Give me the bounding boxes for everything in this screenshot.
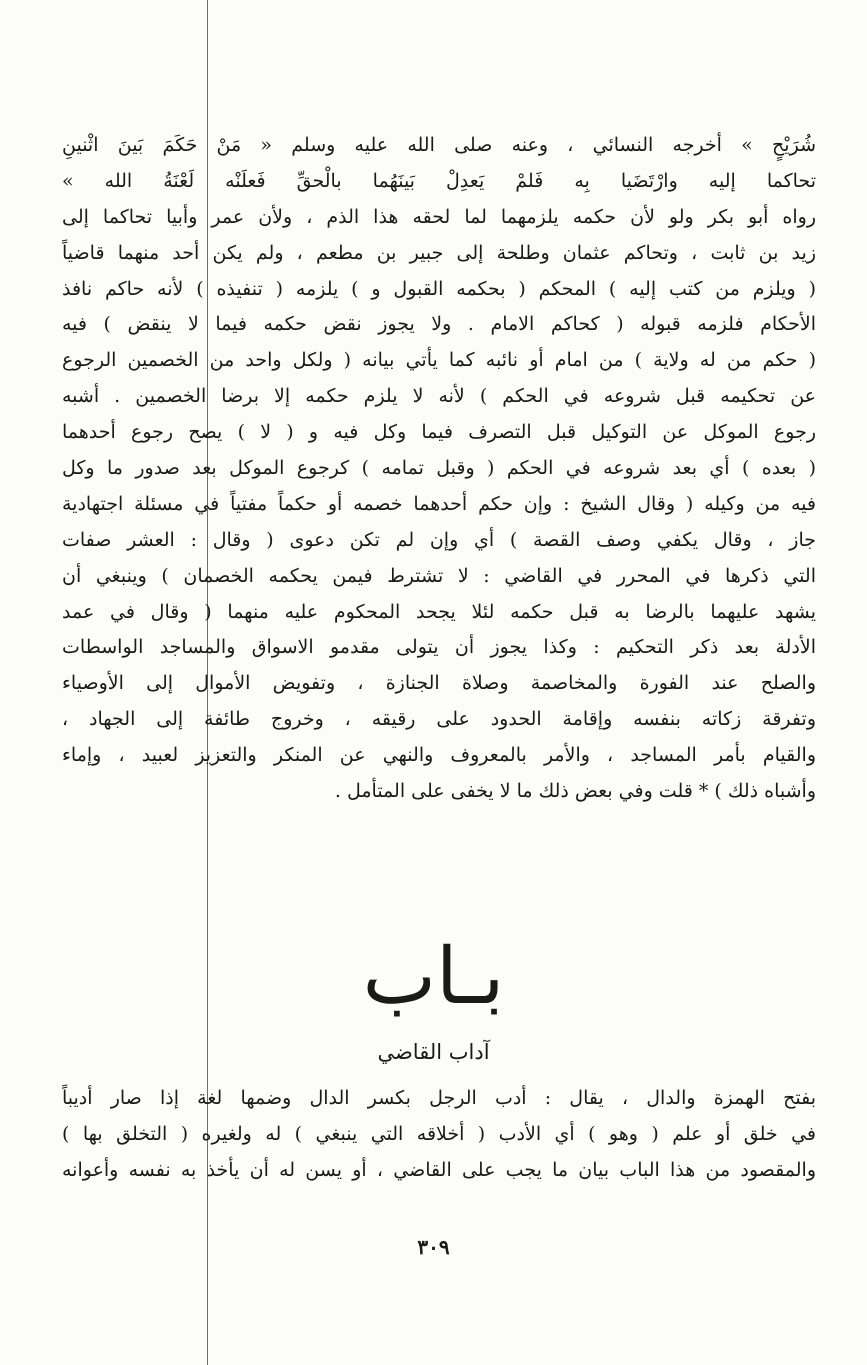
chapter-subtitle: آداب القاضي xyxy=(377,1040,490,1064)
text-line: التي ذكرها في المحرر في القاضي : لا تشترط فيمن يحكمه الخصمان ) وينبغي أن xyxy=(62,564,816,587)
text-line: ( بعده ) أي بعد شروعه في الحكم ( وقبل تمامه ) كرجوع الموكل بعد صدور ما وكل xyxy=(62,457,816,480)
text-line: عن تحكيمه قبل شروعه في الحكم ) لأنه لا يلزم حكمه إلا برضا الخصمين . أشبه xyxy=(62,385,816,408)
text-line: والمقصود من هذا الباب بيان ما يجب على القاضي ، أو يسن له أن يأخذ به نفسه وأعوانه xyxy=(62,1158,816,1181)
text-line: شُرَيْحٍ » أخرجه النسائي ، وعنه صلى الله عليه وسلم « مَنْ حَكَمَ بَينَ اثْنينِ xyxy=(62,134,816,156)
text-line: والصلح عند الفورة والمخاصمة وصلاة الجنازة ، وتفويض الأموال إلى الأوصياء xyxy=(62,672,816,695)
text-line: يشهد عليهما بالرضا به قبل حكمه لئلا يجحد المحكوم عليه منهما ( وقال في عمد xyxy=(62,600,816,623)
text-line: والقيام بأمر المساجد ، والأمر بالمعروف والنهي عن المنكر والتعزيز لعبيد ، وإماء xyxy=(62,744,816,767)
text-line: جاز ، وقال يكفي وصف القصة ) أي وإن لم تكن دعوى ( وقال : العشر صفات xyxy=(62,528,816,551)
text-line: رجوع الموكل عن التوكيل قبل التصرف فيما وكل فيه و ( لا ) يصح رجوع أحدهما xyxy=(62,421,816,444)
text-line: تحاكما إليه وارْتَضَيا بِه فَلمْ يَعدِلْ بَينَهُما بالْحقِّ فَعلَنْه لَعْنَةُ الله » xyxy=(62,169,816,192)
text-line: الأحكام فلزمه قبوله ( كحاكم الامام . ولا يجوز نقض حكمه فيما لا ينقض ) فيه xyxy=(62,313,816,336)
text-line: ( ويلزم من كتب إليه ) المحكم ( بحكمه القبول و ) يلزمه ( تنفيذه ) لأنه حاكم نافذ xyxy=(62,277,816,300)
text-line: وتفرقة زكاته بنفسه وإقامة الحدود على رقيقه ، وخروج طائفة إلى الجهاد ، xyxy=(62,708,816,731)
text-line: ( حكم من له ولاية ) من امام أو نائبه كما يأتي بيانه ( ولكل واحد من الخصمين الرجوع xyxy=(62,349,816,372)
text-line: رواه أبو بكر ولو لأن حكمه يلزمهما لما لحقه هذا الذم ، ولأن عمر وأبيا تحاكما إلى xyxy=(62,205,816,228)
text-line: زيد بن ثابت ، وتحاكم عثمان وطلحة إلى جبير بن مطعم ، ولم يكن أحد منهما قاضياً xyxy=(62,241,816,264)
text-line: بفتح الهمزة والدال ، يقال : أدب الرجل بكسر الدال وضمها لغة إذا صار أديباً xyxy=(62,1087,816,1109)
text-line: فيه من وكيله ( وقال الشيخ : وإن حكم أحدهما خصمه أو حكماً مفتياً في مسئلة اجتهادية xyxy=(62,492,816,515)
main-text-block xyxy=(62,128,816,810)
text-line: وأشباه ذلك ) * قلت وفي بعض ذلك ما لا يخفى على المتأمل . xyxy=(334,780,816,803)
chapter-title: بـاب xyxy=(362,932,505,1022)
text-line: في خلق أو علم ( وهو ) أي الأدب ( أخلاقه التي ينبغي ) له ولغيره ( التخلق بها ) xyxy=(62,1122,816,1145)
text-line: الأدلة بعد ذكر التحكيم : وكذا يجوز أن يتولى مقدمو الاسواق والمساجد الواسطات xyxy=(62,636,816,659)
page-number: ٣٠٩ xyxy=(417,1235,450,1259)
section-text-block xyxy=(62,1081,816,1189)
